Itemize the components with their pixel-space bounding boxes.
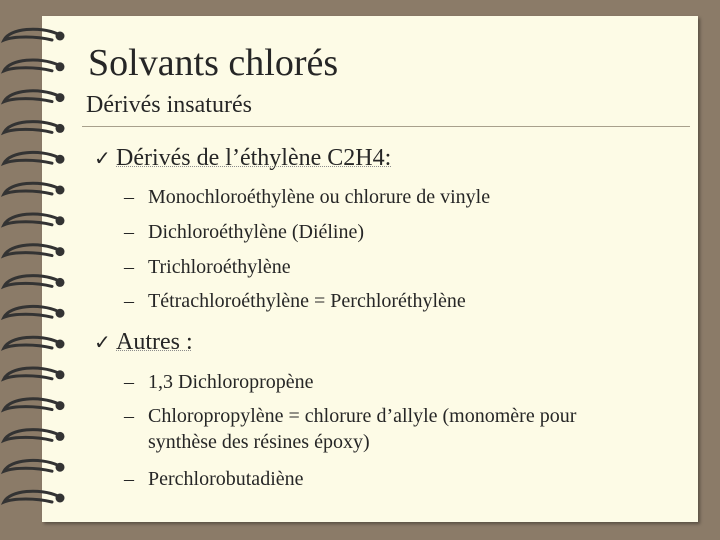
dash-icon: – (124, 371, 134, 393)
spiral-ring (4, 368, 58, 379)
spiral-hole (56, 401, 65, 410)
spiral-ring (4, 245, 58, 256)
spiral-ring (4, 91, 58, 102)
section-heading-ethylene (94, 143, 391, 174)
list-item-text-continuation: synthèse des résines époxy) (148, 431, 370, 453)
title-divider (82, 126, 690, 127)
spiral-ring (4, 399, 58, 410)
spiral-hole (56, 32, 65, 41)
spiral-ring (4, 29, 58, 40)
spiral-hole (56, 62, 65, 71)
spiral-hole (56, 432, 65, 441)
dash-icon: – (124, 256, 134, 278)
spiral-ring (4, 183, 58, 194)
dash-icon: – (124, 290, 134, 312)
list-item-text: Tétrachloroéthylène = Perchloréthylène (148, 290, 466, 312)
spiral-ring (4, 491, 58, 502)
list-item-text: 1,3 Dichloropropène (148, 371, 314, 393)
spiral-hole (56, 124, 65, 133)
dash-icon: – (124, 468, 134, 490)
spiral-hole (56, 463, 65, 472)
list-item (124, 403, 576, 455)
section-heading-text: Autres : (116, 329, 193, 355)
spiral-ring (4, 276, 58, 287)
spiral-hole (56, 155, 65, 164)
spiral-ring (4, 152, 58, 163)
list-item-text: Perchlorobutadiène (148, 468, 304, 490)
spiral-ring (4, 337, 58, 348)
list-item-text: Dichloroéthylène (Diéline) (148, 221, 365, 243)
list-item (124, 466, 304, 492)
slide-title: Solvants chlorés (88, 42, 339, 84)
spiral-hole (56, 216, 65, 225)
list-item-text: Monochloroéthylène ou chlorure de vinyle (148, 186, 491, 208)
list-item (124, 219, 364, 245)
spiral-hole (56, 186, 65, 195)
spiral-ring (4, 430, 58, 441)
spiral-ring (4, 60, 58, 71)
section-heading-autres (94, 327, 193, 358)
spiral-hole (56, 494, 65, 503)
list-item (124, 254, 291, 280)
slide-subtitle: Dérivés insaturés (86, 92, 252, 118)
spiral-ring (4, 460, 58, 471)
spiral-ring (4, 306, 58, 317)
dash-icon: – (124, 186, 134, 208)
spiral-hole (56, 278, 65, 287)
spiral-hole (56, 309, 65, 318)
spiral-hole (56, 247, 65, 256)
list-item (124, 369, 314, 395)
list-item-text: Chloropropylène = chlorure d’allyle (monomère pour (148, 405, 577, 427)
list-item (124, 184, 490, 210)
list-item-text: Trichloroéthylène (148, 256, 291, 278)
spiral-hole (56, 340, 65, 349)
spiral-binding-icon (0, 16, 72, 522)
checkmark-icon: ✓ (94, 332, 111, 354)
dash-icon: – (124, 221, 134, 243)
dash-icon: – (124, 405, 134, 427)
spiral-hole (56, 370, 65, 379)
list-item (124, 288, 466, 314)
spiral-ring (4, 122, 58, 133)
spiral-ring (4, 214, 58, 225)
spiral-hole (56, 93, 65, 102)
section-heading-text: Dérivés de l’éthylène C2H4: (116, 145, 392, 171)
checkmark-icon: ✓ (94, 148, 111, 170)
